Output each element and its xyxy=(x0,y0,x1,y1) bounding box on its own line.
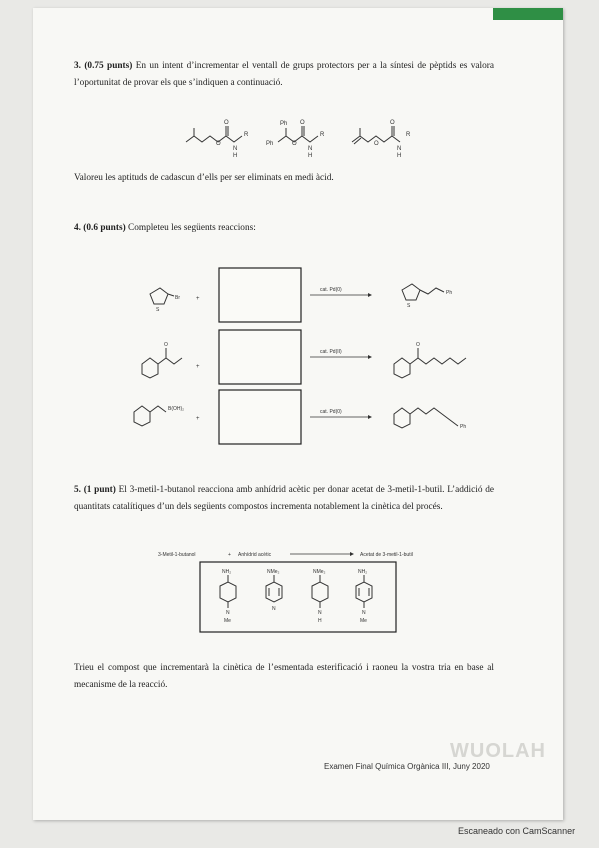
protecting-groups-structures xyxy=(180,112,450,160)
reaction-3 xyxy=(134,390,466,444)
svg-text:O: O xyxy=(164,342,168,348)
compound-4-substituent: NH₂ xyxy=(358,569,368,575)
svg-text:Ph: Ph xyxy=(266,141,274,147)
green-corner-decoration xyxy=(493,8,563,20)
svg-text:Ph: Ph xyxy=(280,121,288,127)
svg-text:N: N xyxy=(226,610,230,616)
svg-text:O: O xyxy=(216,141,221,147)
reactant-1: 3-Metil-1-butanol xyxy=(158,552,196,558)
answer-box-1[interactable] xyxy=(219,268,301,322)
svg-text:N: N xyxy=(308,146,313,152)
svg-text:N: N xyxy=(233,146,238,152)
compound-3-substituent: NMe₂ xyxy=(313,569,326,575)
question-5 xyxy=(74,482,494,516)
svg-text:N: N xyxy=(318,610,322,616)
catalyst-2-label: cat. Pd(II) xyxy=(320,349,342,355)
camscanner-label: Escaneado con CamScanner xyxy=(458,826,576,836)
svg-text:O: O xyxy=(300,120,305,126)
svg-text:+: + xyxy=(196,296,200,302)
question-4-text: Completeu les següents reaccions: xyxy=(128,223,256,233)
svg-text:S: S xyxy=(407,303,411,309)
reaction-scheme-q4 xyxy=(130,262,490,448)
compound-1-substituent: NH₂ xyxy=(222,569,232,575)
answer-box-3[interactable] xyxy=(219,390,301,444)
svg-text:H: H xyxy=(318,618,322,624)
esterification-scheme xyxy=(150,548,450,634)
question-3 xyxy=(74,58,494,92)
catalyst-3-label: cat. Pd(0) xyxy=(320,409,342,415)
product: Acetat de 3-metil-1-butil xyxy=(360,552,413,558)
catalyst-1-label: cat. Pd(0) xyxy=(320,287,342,293)
answer-box-2[interactable] xyxy=(219,330,301,384)
question-5-text: El 3-metil-1-butanol reacciona amb anhídrid acètic per donar acetat de 3-metil-1-butil. L’addició de quantitats catalítiques d’un dels següents compostos incrementa notablement la cinètica del procés. xyxy=(74,485,495,512)
plus-sign: + xyxy=(228,552,231,558)
question-5-label: 5. (1 punt) xyxy=(74,485,116,495)
page-footer: Examen Final Química Orgànica III, Juny 2020 xyxy=(324,762,490,771)
svg-text:N: N xyxy=(397,146,402,152)
question-3-text: En un intent d’incrementar el ventall de grups protectors per a la síntesi de pèptids es valora l’oportunitat de provar els que s’indiquen a continuació. xyxy=(74,61,495,88)
svg-text:R: R xyxy=(406,132,411,138)
svg-text:H: H xyxy=(397,153,402,159)
svg-text:Me: Me xyxy=(224,618,231,624)
reaction-2 xyxy=(142,330,466,384)
svg-text:R: R xyxy=(320,132,325,138)
question-5-prompt: Trieu el compost que incrementarà la cinètica de l’esmentada esterificació i raoneu la vostra tria en base al mecanisme de la reacció. xyxy=(74,663,494,690)
svg-text:S: S xyxy=(156,307,160,313)
svg-text:O: O xyxy=(292,141,297,147)
question-3-label: 3. (0.75 punts) xyxy=(74,61,133,71)
svg-text:Me: Me xyxy=(360,618,367,624)
wuolah-watermark: WUOLAH xyxy=(450,740,546,762)
svg-text:O: O xyxy=(374,141,379,147)
question-4 xyxy=(74,220,494,237)
svg-text:+: + xyxy=(196,364,200,370)
svg-text:+: + xyxy=(196,416,200,422)
reagent-3-label: B(OH)₂ xyxy=(168,406,185,412)
reactant-2: Anhídrid acètic xyxy=(238,552,272,558)
svg-text:R: R xyxy=(244,132,249,138)
svg-text:N: N xyxy=(362,610,366,616)
svg-text:O: O xyxy=(224,120,229,126)
question-4-label: 4. (0.6 punts) xyxy=(74,223,126,233)
compound-2-substituent: NMe₂ xyxy=(267,569,280,575)
svg-text:N: N xyxy=(272,606,276,612)
svg-text:O: O xyxy=(390,120,395,126)
product-3-label: Ph xyxy=(460,424,467,430)
svg-text:H: H xyxy=(308,153,313,159)
product-1-label: Ph xyxy=(446,290,453,296)
reaction-1 xyxy=(150,268,452,322)
reagent-1-label: Br xyxy=(175,295,180,301)
svg-text:H: H xyxy=(233,153,238,159)
svg-text:O: O xyxy=(416,342,420,348)
question-3-prompt: Valoreu les aptituds de cadascun d’ells per ser eliminats en medi àcid. xyxy=(74,173,334,183)
